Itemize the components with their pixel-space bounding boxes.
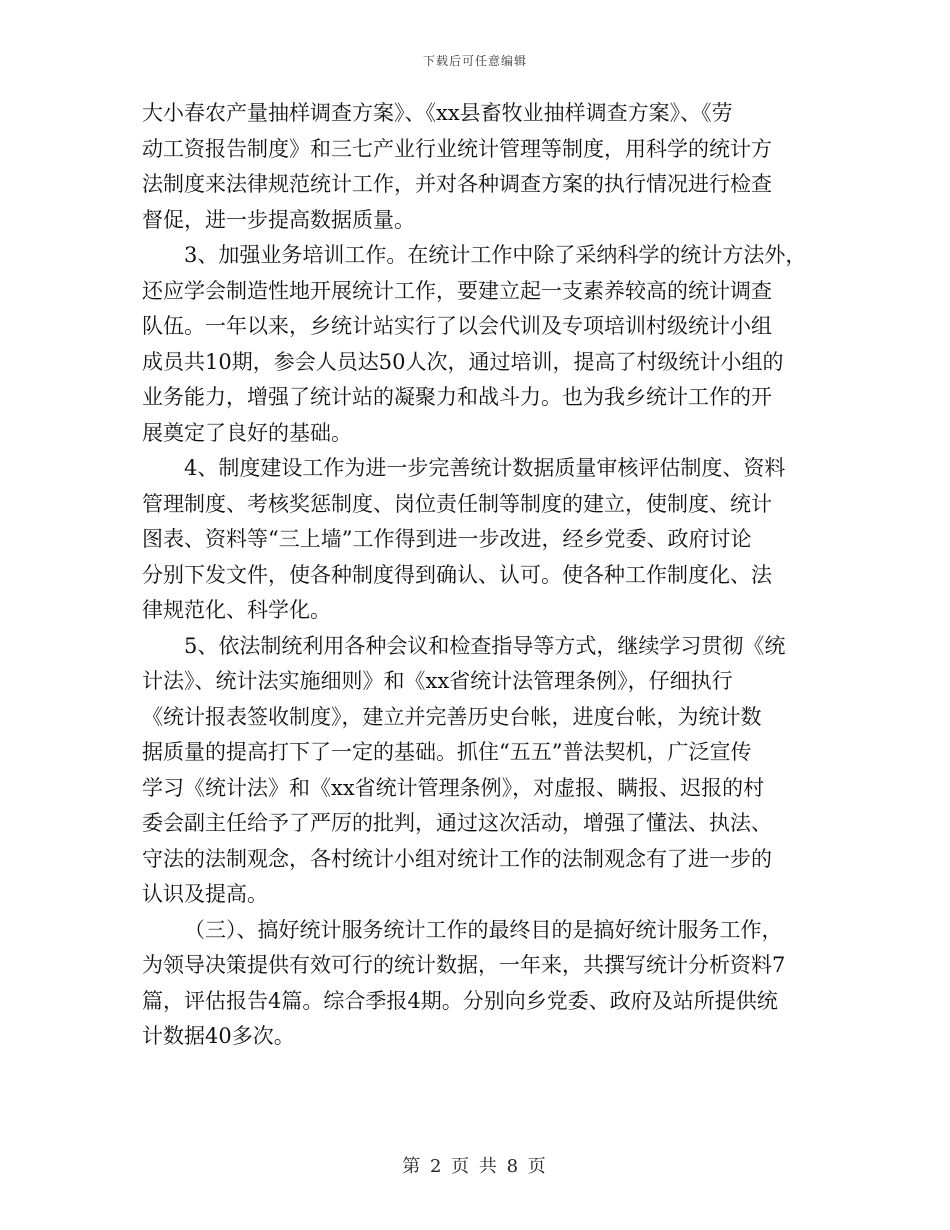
document-body (142, 96, 814, 1055)
text-line: 还应学会制造性地开展统计工作，要建立起一支素养较高的统计调查 (142, 278, 772, 303)
text-line: 分别下发文件，使各种制度得到确认、认可。使各种工作制度化、法 (142, 562, 772, 587)
text-line: 队伍。一年以来，乡统计站实行了以会代训及专项培训村级统计小组 (142, 314, 772, 338)
text-line: 守法的法制观念，各村统计小组对统计工作的法制观念有了进一步的 (142, 846, 772, 871)
text-line: 业务能力，增强了统计站的凝聚力和战斗力。也为我乡统计工作的开 (142, 385, 772, 409)
paragraph-start-line: 5、依法制统利用各种会议和检查指导等方式，继续学习贯彻《统 (184, 633, 786, 658)
paragraph-start-line: （三）、搞好统计服务统计工作的最终目的是搞好统计服务工作， (184, 917, 783, 942)
text-line: 律规范化、科学化。 (142, 598, 331, 622)
text-line: 展奠定了良好的基础。 (142, 420, 352, 445)
text-line: 篇，评估报告4篇。综合季报4期。分别向乡党委、政府及站所提供统 (142, 988, 778, 1013)
paragraph-start-line: 3、加强业务培训工作。在统计工作中除了采纳科学的统计方法外， (184, 243, 807, 267)
page-number: 第 2 页 共 8 页 (402, 1156, 548, 1177)
text-line: 大小春农产量抽样调查方案》、《xx县畜牧业抽样调查方案》、《劳 (142, 101, 733, 125)
text-line: 据质量的提高打下了一定的基础。抓住“五五”普法契机，广泛宣传 (142, 740, 752, 764)
paragraph-start-line: 4、制度建设工作为进一步完善统计数据质量审核评估制度、资料 (184, 456, 786, 480)
text-line: 认识及提高。 (142, 882, 268, 906)
text-line: 为领导决策提供有效可行的统计数据，一年来，共撰写统计分析资料7 (142, 953, 786, 977)
text-line: 计法》、统计法实施细则》和《xx省统计法管理条例》，仔细执行 (142, 669, 733, 693)
text-line: 学习《统计法》和《xx省统计管理条例》，对虚报、瞒报、迟报的村 (142, 775, 765, 800)
text-line: 法制度来法律规范统计工作，并对各种调查方案的执行情况进行检查 (142, 172, 772, 196)
page-header: 下载后可任意编辑 (422, 54, 527, 68)
text-line: 计数据40多次。 (142, 1024, 295, 1048)
text-line: 督促，进一步提高数据质量。 (142, 207, 415, 232)
text-line: 成员共10期，参会人员达50人次，通过培训，提高了村级统计小组的 (142, 349, 784, 374)
text-line: 《统计报表签收制度》，建立并完善历史台帐，进度台帐，为统计数 (142, 704, 762, 729)
text-line: 委会副主任给予了严厉的批判，通过这次活动，增强了懂法、执法、 (142, 811, 772, 835)
text-line: 管理制度、考核奖惩制度、岗位责任制等制度的建立，使制度、统计 (142, 491, 772, 516)
text-line: 动工资报告制度》和三七产业行业统计管理等制度，用科学的统计方 (142, 136, 772, 161)
text-line: 图表、资料等“三上墙”工作得到进一步改进，经乡党委、政府讨论 (142, 527, 752, 551)
